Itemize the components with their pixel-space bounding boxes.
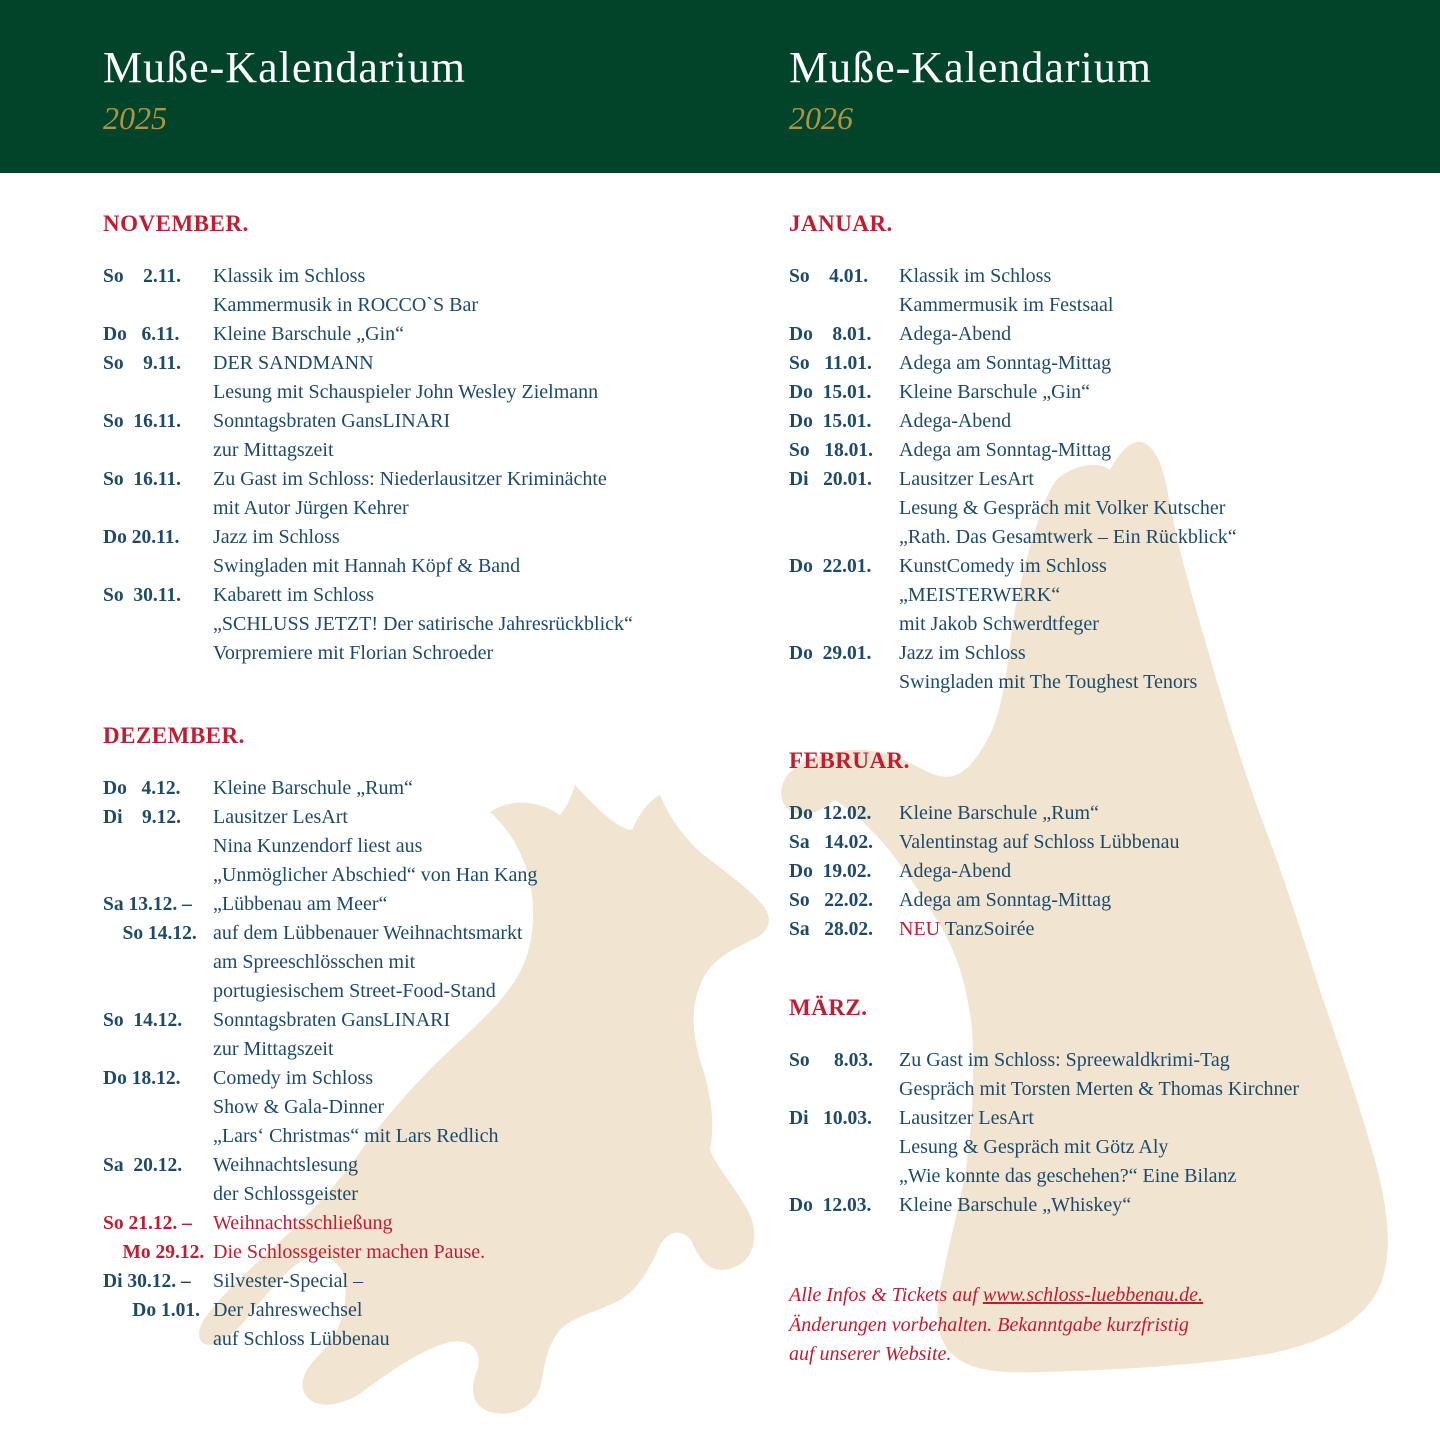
event-details — [899, 320, 1409, 349]
event-title: Adega-Abend — [899, 860, 1012, 882]
event-detail-line: mit Jakob Schwerdtfeger — [899, 613, 1099, 635]
event-title: Weihnachtsschließung — [213, 1212, 393, 1234]
new-badge: NEU — [899, 918, 941, 940]
event-date: Di 10.03. — [789, 1108, 872, 1129]
event-row — [103, 1151, 723, 1209]
event-title: DER SANDMANN — [213, 352, 374, 374]
event-detail-line: Show & Gala-Dinner — [213, 1096, 385, 1118]
event-title: Adega am Sonntag-Mittag — [899, 889, 1112, 911]
event-details — [899, 1046, 1409, 1104]
year-2026: 2026 — [789, 100, 853, 136]
event-row — [789, 857, 1409, 886]
event-detail-line: „MEISTERWERK“ — [899, 584, 1061, 606]
event-date: So 4.01. — [789, 266, 869, 287]
event-detail-line: Lesung & Gespräch mit Volker Kutscher — [899, 497, 1226, 519]
website-link[interactable]: www.schloss-luebbenau.de. — [982, 1284, 1204, 1306]
event-row — [789, 828, 1409, 857]
event-row — [103, 262, 723, 320]
event-detail-line: „Lars‘ Christmas“ mit Lars Redlich — [213, 1125, 499, 1147]
event-title: Sonntagsbraten GansLINARI — [213, 410, 451, 432]
event-detail-line: Kammermusik im Festsaal — [899, 294, 1114, 316]
event-details — [899, 262, 1409, 320]
event-details — [213, 262, 723, 320]
event-details — [899, 1104, 1409, 1191]
event-detail-line: „Unmöglicher Abschied“ von Han Kang — [213, 864, 538, 886]
month-heading: JANUAR. — [789, 211, 893, 236]
event-title: Zu Gast im Schloss: Spreewaldkrimi-Tag — [899, 1049, 1230, 1071]
event-row — [789, 436, 1409, 465]
event-detail-line: Nina Kunzendorf liest aus — [213, 835, 423, 857]
event-row — [789, 1046, 1409, 1104]
event-detail-line: Swingladen mit The Toughest Tenors — [899, 671, 1198, 693]
event-date: So 18.01. — [789, 440, 873, 461]
event-date: So 11.01. — [789, 353, 872, 374]
event-title: Comedy im Schloss — [213, 1067, 374, 1089]
event-details — [899, 378, 1409, 407]
event-title: Kleine Barschule „Whiskey“ — [899, 1194, 1132, 1216]
event-detail-line: „Rath. Das Gesamtwerk – Ein Rückblick“ — [899, 526, 1237, 548]
event-title: Kleine Barschule „Gin“ — [213, 323, 405, 345]
event-details — [899, 349, 1409, 378]
event-row — [103, 1006, 723, 1064]
month-november — [103, 205, 723, 668]
event-details — [213, 523, 723, 581]
month-heading: MÄRZ. — [789, 995, 868, 1020]
event-details — [213, 349, 723, 407]
event-detail-line: Die Schlossgeister machen Pause. — [213, 1241, 486, 1263]
event-date: Do 8.01. — [789, 324, 872, 345]
month-heading: FEBRUAR. — [789, 748, 910, 773]
month-heading: NOVEMBER. — [103, 211, 249, 236]
event-row — [103, 465, 723, 523]
event-date: Di 20.01. — [789, 469, 872, 490]
event-row — [789, 915, 1409, 944]
event-date: Sa 20.12. — [103, 1155, 183, 1176]
footer-prefix: Alle Infos & Tickets auf — [789, 1284, 983, 1306]
event-detail-line: Kammermusik in ROCCO`S Bar — [213, 294, 478, 316]
event-row — [103, 407, 723, 465]
event-title: Kleine Barschule „Rum“ — [213, 777, 413, 799]
event-detail-line: Der Jahreswechsel — [213, 1299, 363, 1321]
event-title: Lausitzer LesArt — [899, 1107, 1034, 1129]
event-title: „Lübbenau am Meer“ — [213, 893, 388, 915]
event-row — [789, 552, 1409, 639]
event-date: Sa 28.02. — [789, 919, 873, 940]
event-details — [899, 915, 1409, 944]
event-details — [213, 1006, 723, 1064]
event-date: Do 6.11. — [103, 324, 180, 345]
event-date: So 9.11. — [103, 353, 182, 374]
event-row — [789, 320, 1409, 349]
event-row — [789, 1104, 1409, 1191]
event-title: KunstComedy im Schloss — [899, 555, 1107, 577]
event-row — [789, 407, 1409, 436]
year-2025: 2025 — [103, 100, 167, 136]
event-row — [103, 803, 723, 890]
event-date: Do 18.12. — [103, 1068, 181, 1089]
event-detail-line: „Wie konnte das geschehen?“ Eine Bilanz — [899, 1165, 1237, 1187]
event-title: Sonntagsbraten GansLINARI — [213, 1009, 451, 1031]
month-heading: DEZEMBER. — [103, 723, 245, 748]
event-date: Do 29.01. — [789, 643, 872, 664]
event-details — [213, 465, 723, 523]
event-row — [103, 890, 723, 1006]
event-detail-line: „SCHLUSS JETZT! Der satirische Jahresrückblick“ — [213, 613, 633, 635]
event-details — [899, 857, 1409, 886]
event-title: Jazz im Schloss — [899, 642, 1026, 664]
month-maerz — [789, 989, 1409, 1220]
event-row — [103, 349, 723, 407]
event-detail-line: mit Autor Jürgen Kehrer — [213, 497, 409, 519]
event-row — [103, 581, 723, 668]
event-detail-line: auf dem Lübbenauer Weihnachtsmarkt — [213, 922, 523, 944]
calendar-2026-column — [789, 205, 1409, 1220]
event-title: Jazz im Schloss — [213, 526, 340, 548]
event-date: Sa 14.02. — [789, 832, 873, 853]
event-title: Adega am Sonntag-Mittag — [899, 352, 1112, 374]
event-title-text: TanzSoirée — [944, 918, 1035, 940]
event-title: Kleine Barschule „Gin“ — [899, 381, 1091, 403]
event-details — [899, 465, 1409, 552]
event-date: Do 20.11. — [103, 527, 180, 548]
event-detail-line: Gespräch mit Torsten Merten & Thomas Kirchner — [899, 1078, 1299, 1100]
event-date: So 8.03. — [789, 1050, 873, 1071]
event-detail-line: Vorpremiere mit Florian Schroeder — [213, 642, 494, 664]
event-details — [213, 803, 723, 890]
event-date: Do 19.02. — [789, 861, 872, 882]
event-date: Do 15.01. — [789, 382, 872, 403]
event-detail-line: auf Schloss Lübbenau — [213, 1328, 390, 1350]
title-2026: Muße-Kalendarium — [789, 43, 1152, 92]
event-detail-line: portugiesischem Street-Food-Stand — [213, 980, 496, 1002]
event-details — [213, 774, 723, 803]
event-date: Sa 13.12. – So 14.12. — [103, 894, 197, 944]
footer-line-3: auf unserer Website. — [789, 1343, 952, 1365]
month-december — [103, 717, 723, 1354]
event-date: So 22.02. — [789, 890, 873, 911]
event-date: So 16.11. — [103, 469, 182, 490]
event-detail-line: der Schlossgeister — [213, 1183, 358, 1205]
event-details — [213, 1209, 723, 1267]
event-date: Do 15.01. — [789, 411, 872, 432]
event-title: Valentinstag auf Schloss Lübbenau — [899, 831, 1180, 853]
event-date: So 16.11. — [103, 411, 182, 432]
event-details — [899, 799, 1409, 828]
footer-line-1 — [789, 1281, 1203, 1311]
event-row — [103, 1267, 723, 1354]
month-januar — [789, 205, 1409, 697]
event-title: Adega-Abend — [899, 410, 1012, 432]
event-details — [899, 886, 1409, 915]
event-title: Kleine Barschule „Rum“ — [899, 802, 1099, 824]
event-title: Silvester-Special – — [213, 1270, 364, 1292]
event-row — [789, 639, 1409, 697]
event-title: Adega-Abend — [899, 323, 1012, 345]
calendar-2025-column — [103, 205, 723, 1354]
event-details — [899, 407, 1409, 436]
event-row — [789, 799, 1409, 828]
event-row — [789, 886, 1409, 915]
event-date: So 30.11. — [103, 585, 182, 606]
event-row — [103, 774, 723, 803]
event-row — [103, 1209, 723, 1267]
event-detail-line: zur Mittagszeit — [213, 439, 334, 461]
event-title: Zu Gast im Schloss: Niederlausitzer Kriminächte — [213, 468, 607, 490]
event-details — [899, 828, 1409, 857]
event-row — [789, 349, 1409, 378]
event-details — [213, 1267, 723, 1354]
title-2025: Muße-Kalendarium — [103, 43, 466, 92]
event-details — [899, 436, 1409, 465]
event-row — [103, 320, 723, 349]
event-detail-line: zur Mittagszeit — [213, 1038, 334, 1060]
event-title: Weihnachtslesung — [213, 1154, 359, 1176]
event-detail-line: Swingladen mit Hannah Köpf & Band — [213, 555, 521, 577]
event-row — [789, 465, 1409, 552]
event-title: Lausitzer LesArt — [899, 468, 1034, 490]
event-date: Do 12.02. — [789, 803, 872, 824]
event-detail-line: Lesung & Gespräch mit Götz Aly — [899, 1136, 1169, 1158]
event-row — [789, 1191, 1409, 1220]
event-row — [103, 523, 723, 581]
event-detail-line: am Spreeschlösschen mit — [213, 951, 416, 973]
event-title — [899, 915, 1409, 944]
event-date: Di 9.12. — [103, 807, 181, 828]
event-details — [899, 639, 1409, 697]
event-details — [213, 1151, 723, 1209]
event-row — [103, 1064, 723, 1151]
event-date: Do 12.03. — [789, 1195, 872, 1216]
event-row — [789, 378, 1409, 407]
event-title: Klassik im Schloss — [213, 265, 366, 287]
month-februar — [789, 742, 1409, 944]
event-title: Kabarett im Schloss — [213, 584, 375, 606]
event-title: Lausitzer LesArt — [213, 806, 348, 828]
event-details — [899, 552, 1409, 639]
footer-note — [789, 1281, 1203, 1370]
event-date: Do 4.12. — [103, 778, 181, 799]
event-date: Di 30.12. – Do 1.01. — [103, 1271, 200, 1321]
event-details — [213, 320, 723, 349]
event-detail-line: Lesung mit Schauspieler John Wesley Zielmann — [213, 381, 599, 403]
event-title: Klassik im Schloss — [899, 265, 1052, 287]
event-date: So 2.11. — [103, 266, 182, 287]
event-date: So 21.12. – Mo 29.12. — [103, 1213, 205, 1263]
event-date: So 14.12. — [103, 1010, 183, 1031]
footer-line-2: Änderungen vorbehalten. Bekanntgabe kurzfristig — [789, 1313, 1189, 1336]
event-details — [213, 581, 723, 668]
event-details — [213, 1064, 723, 1151]
event-details — [213, 407, 723, 465]
event-date: Do 22.01. — [789, 556, 872, 577]
event-row — [789, 262, 1409, 320]
event-details — [899, 1191, 1409, 1220]
event-title: Adega am Sonntag-Mittag — [899, 439, 1112, 461]
event-details — [213, 890, 723, 1006]
